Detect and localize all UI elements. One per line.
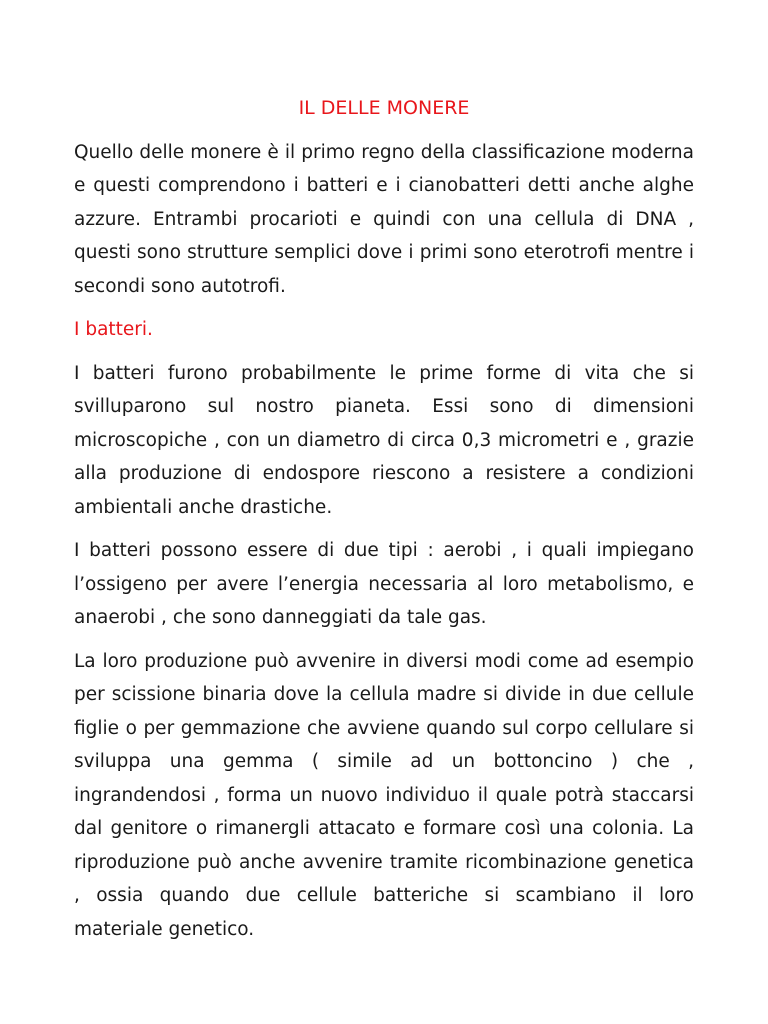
paragraph-batteri-origin: I batteri furono probabilmente le prime forme di vita che si svilluparono sul nostro pianeta. Essi sono di dimensioni microscopiche , con un diametro di circa 0,3 micrometri e , grazie alla produzione di endospore riescono a resistere a condizioni ambientali anche drastiche. (74, 362, 694, 518)
paragraph-batteri-reproduction: La loro produzione può avvenire in diversi modi come ad esempio per scissione binaria dove la cellula madre si divide in due cellule figlie o per gemmazione che avviene quando sul corpo cellulare si sviluppa una gemma ( simile ad un bottoncino ) che , ingrandendosi , forma un nuovo individuo il quale potrà staccarsi dal genitore o rimanergli attacato e formare così una colonia. La riproduzione può anche avvenire tramite ricombinazione genetica , ossia quando due cellule batteriche si scambiano il loro materiale genetico. (74, 650, 694, 940)
paragraph-batteri-types: I batteri possono essere di due tipi : aerobi , i quali impiegano l’ossigeno per avere l’energia necessaria al loro metabolismo, e anaerobi , che sono danneggiati da tale gas. (74, 540, 694, 628)
page-title: IL DELLE MONERE (298, 97, 470, 119)
paragraph-intro: Quello delle monere è il primo regno della classificazione moderna e questi comprendono i batteri e i cianobatteri detti anche alghe azzure. Entrambi procarioti e quindi con una cellula di DNA , questi sono strutture semplici dove i primi sono eterotrofi mentre i secondi sono autotrofi. (74, 141, 694, 297)
document-body (74, 92, 694, 956)
section-heading-batteri: I batteri. (74, 319, 153, 340)
